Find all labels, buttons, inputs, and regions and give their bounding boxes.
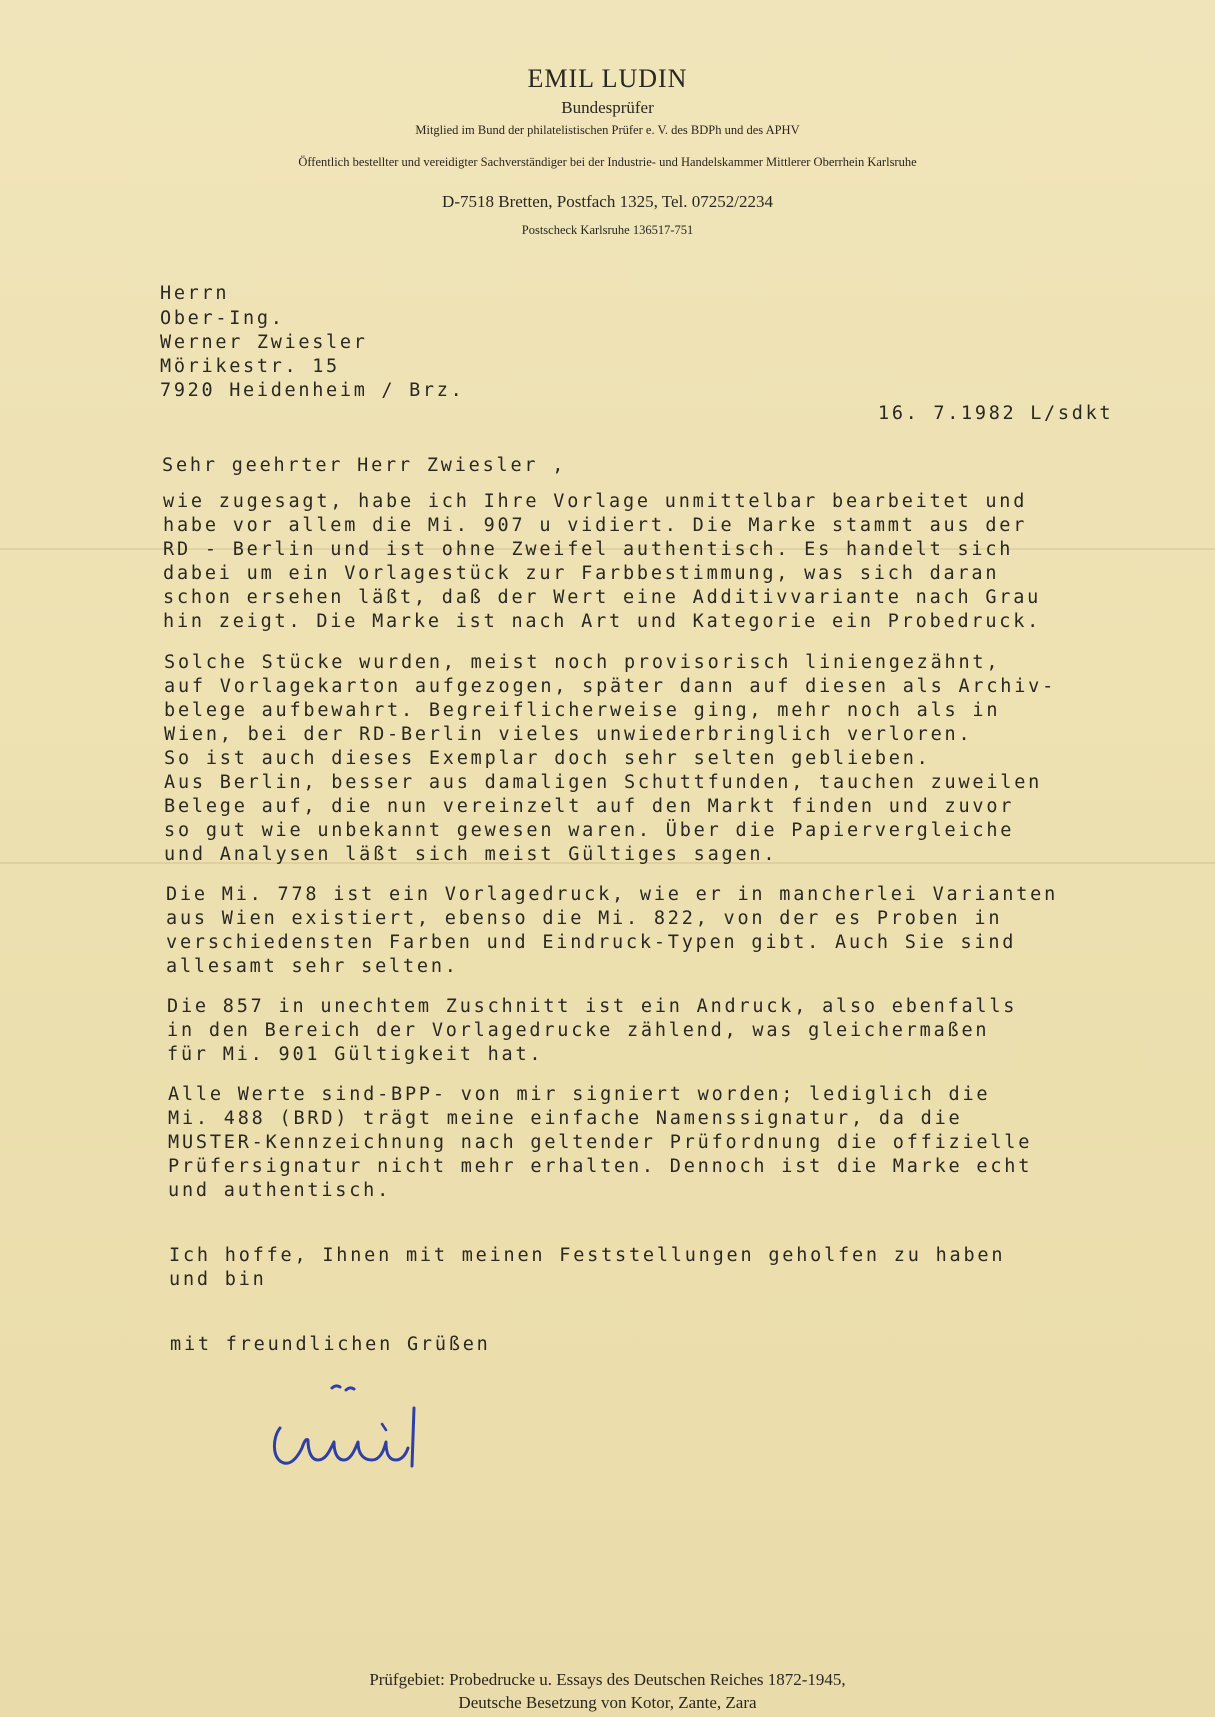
body-line: Aus Berlin, besser aus damaligen Schuttfunden, tauchen zuweilen bbox=[164, 772, 1043, 793]
recipient-line: 7920 Heidenheim / Brz. bbox=[160, 380, 465, 401]
body-line: wie zugesagt, habe ich Ihre Vorlage unmittelbar bearbeitet und bbox=[163, 491, 1028, 512]
body-line: allesamt sehr selten. bbox=[166, 956, 459, 977]
body-line: Wien, bei der RD-Berlin vieles unwiederbringlich verloren. bbox=[164, 724, 973, 745]
letterhead-name: EMIL LUDIN bbox=[527, 64, 688, 93]
body-line: so gut wie unbekannt gewesen waren. Über die Papiervergleiche bbox=[164, 820, 1015, 841]
letterhead-expert: Öffentlich bestellter und vereidigter Sachverständiger bei der Industrie- und Handelskammer Mittlerer Oberrhein Karlsruhe bbox=[298, 155, 917, 169]
body-line: Prüfersignatur nicht mehr erhalten. Dennoch ist die Marke echt bbox=[168, 1156, 1033, 1177]
body-line: Die Mi. 778 ist ein Vorlagedruck, wie er in mancherlei Varianten bbox=[166, 884, 1059, 905]
body-line: belege aufbewahrt. Begreiflicherweise ging, mehr noch als in bbox=[164, 700, 1001, 721]
recipient-line: Mörikestr. 15 bbox=[160, 356, 340, 377]
body-line: Mi. 488 (BRD) trägt meine einfache Namenssignatur, da die bbox=[168, 1108, 963, 1129]
letterhead-membership: Mitglied im Bund der philatelistischen Prüfer e. V. des BDPh und des APHV bbox=[415, 123, 800, 137]
body-line: und Analysen läßt sich meist Gültiges sagen. bbox=[164, 844, 778, 865]
recipient-line: Werner Zwiesler bbox=[160, 332, 368, 353]
footer-line: Deutsche Besetzung von Kotor, Zante, Zara bbox=[458, 1693, 757, 1712]
body-line: Belege auf, die nun vereinzelt auf den Markt finden und zuvor bbox=[164, 796, 1015, 817]
date-reference: 16. 7.1982 L/sdkt bbox=[878, 403, 1114, 424]
body-line: Solche Stücke wurden, meist noch provisorisch liniengezähnt, bbox=[164, 652, 1001, 673]
body-line: dabei um ein Vorlagestück zur Farbbestimmung, was sich daran bbox=[163, 563, 1000, 584]
letterhead-postscheck: Postscheck Karlsruhe 136517-751 bbox=[521, 223, 694, 237]
regards: mit freundlichen Grüßen bbox=[170, 1334, 491, 1355]
body-line: für Mi. 901 Gültigkeit hat. bbox=[167, 1044, 544, 1065]
body-line: Die 857 in unechtem Zuschnitt ist ein Andruck, also ebenfalls bbox=[167, 996, 1018, 1017]
footer-line: Prüfgebiet: Probedrucke u. Essays des Deutschen Reiches 1872-1945, bbox=[369, 1670, 846, 1689]
body-line: So ist auch dieses Exemplar doch sehr selten geblieben. bbox=[164, 748, 931, 769]
salutation: Sehr geehrter Herr Zwiesler , bbox=[162, 455, 567, 476]
body-line: MUSTER-Kennzeichnung nach geltender Prüfordnung die offizielle bbox=[168, 1132, 1033, 1153]
recipient-line: Ober-Ing. bbox=[160, 308, 285, 329]
body-line: verschiedensten Farben und Eindruck-Typen gibt. Auch Sie sind bbox=[166, 932, 1017, 953]
body-line: habe vor allem die Mi. 907 u vidiert. Die Marke stammt aus der bbox=[163, 515, 1028, 536]
body-line: aus Wien existiert, ebenso die Mi. 822, von der es Proben in bbox=[166, 908, 1003, 929]
closing-line: und bin bbox=[169, 1269, 267, 1290]
letterhead-title: Bundesprüfer bbox=[561, 98, 654, 117]
recipient-line: Herrn bbox=[160, 283, 230, 304]
body-line: RD - Berlin und ist ohne Zweifel authentisch. Es handelt sich bbox=[163, 539, 1014, 560]
body-line: hin zeigt. Die Marke ist nach Art und Kategorie ein Probedruck. bbox=[163, 611, 1042, 632]
letterhead-address: D-7518 Bretten, Postfach 1325, Tel. 07252/2234 bbox=[442, 192, 773, 211]
closing-line: Ich hoffe, Ihnen mit meinen Feststellungen geholfen zu haben bbox=[169, 1245, 1006, 1266]
body-line: schon ersehen läßt, daß der Wert eine Additivvariante nach Grau bbox=[163, 587, 1042, 608]
body-line: auf Vorlagekarton aufgezogen, später dann auf diesen als Archiv- bbox=[164, 676, 1057, 697]
body-line: Alle Werte sind-BPP- von mir signiert worden; lediglich die bbox=[168, 1084, 991, 1105]
body-line: und authentisch. bbox=[168, 1180, 392, 1201]
handwritten-signature bbox=[262, 1368, 452, 1468]
body-line: in den Bereich der Vorlagedrucke zählend, was gleichermaßen bbox=[167, 1020, 990, 1041]
